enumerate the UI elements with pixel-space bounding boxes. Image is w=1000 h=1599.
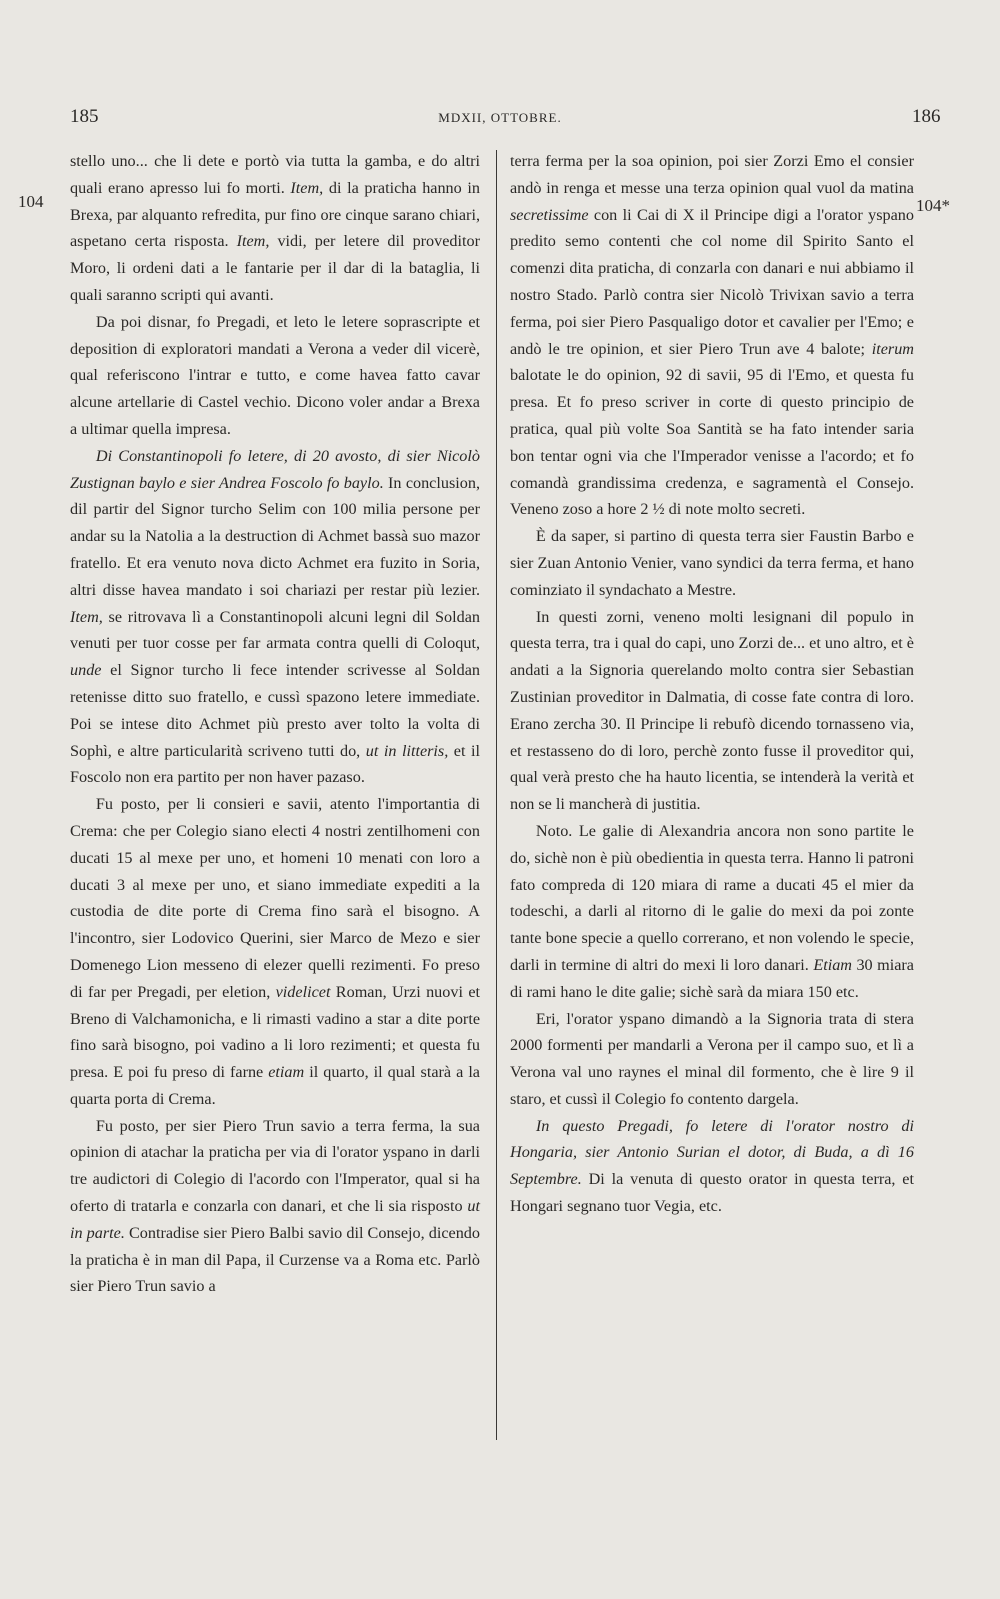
page-number-right: 186 [912,106,941,127]
column-divider [496,150,497,1440]
paragraph: Da poi disnar, fo Pregadi, et leto le letere soprascripte et deposition di exploratori mandati a Verona a veder dil vicerè, qual referiscono l'intrar e tutto, e come havea fatto cavar alcune artellarie di Castel vechio. Dicono voler andar a Brexa a ultimar quella impresa. [70,312,480,438]
page-header [0,106,1000,130]
paragraph: In questo Pregadi, fo letere di l'orator nostro di Hongaria, sier Antonio Surian el dotor, di Buda, a dì 16 Septembre. Di la venuta di questo orator in questa terra, et Hongari segnano tuor Vegia, etc. [510,1116,914,1216]
paragraph: Eri, l'orator yspano dimandò a la Signoria trata di stera 2000 formenti per mandarli a Verona per il campo suo, et lì a Verona val uno raynes el minal dil formento, che è lire 9 il staro, et cussì il Colegio fo contento dargela. [510,1009,914,1108]
paragraph: Fu posto, per li consieri e savii, atento l'importantia di Crema: che per Colegio siano electi 4 nostri zentilhomeni con ducati 15 al mexe per uno, et homeni 10 menati con loro a ducati 3 al mexe per uno, et siano immediate expediti a la custodia de dite porte di Crema fino sarà el bisogno. A l'incontro, sier Lodovico Querini, sier Marco de Mezo e sier Domenego Lion messeno di elezer quelli rezimenti. Fo preso di far per Pregadi, per eletion, videlicet Roman, Urzi nuovi et Breno di Valchamonicha, e li rimasti vadino a star a dite porte fino sarà bisogno, poi vadino a li loro rezimenti; et questa fu presa. E poi fu preso di farne etiam il quarto, il qual starà a la quarta porta di Crema. [70,795,480,1108]
paragraph: Di Constantinopoli fo letere, di 20 avosto, di sier Nicolò Zustignan baylo e sier Andrea Foscolo fo baylo. In conclusion, dil partir del Signor turcho Selim con 100 milia persone per andar su la Natolia a la destruction di Achmet bassà suo mazor fratello. Et era venuto nova dicto Achmet era fuzito in Soria, altri disse havea mandato i soi chariazi per restar più lezier. Item, se ritrovava lì a Constantinopoli alcuni legni dil Soldan venuti per tuor cosse per far armata contra quelli di Coloqut, unde el Signor turcho li fece intender scrivesse al Soldan retenisse ditto suo fratello, e cussì spazono letere immediate. Poi se intese dito Achmet più presto aver tolto la volta di Sophì, e altre particularità scriveno tutti do, ut in litteris, et il Foscolo non era partito per non haver pazaso. [70,446,480,787]
margin-note-right: 104* [916,196,950,215]
running-title: MDXII, OTTOBRE. [438,110,562,125]
margin-note-left: 104 [18,192,44,211]
left-column [70,148,480,1300]
paragraph: terra ferma per la soa opinion, poi sier Zorzi Emo el consier andò in renga et messe una terza opinion qual vuol da matina secretissime con li Cai di X il Principe digi a l'orator yspano predito semo contenti che col nome dil Spirito Santo el comenzi dita praticha, di conzarla con danari e nui abbiamo il nostro Stado. Parlò contra sier Nicolò Trivixan savio a terra ferma, poi sier Piero Pasqualigo dotor et cavalier per l'Emo; e andò le tre opinion, et sier Piero Trun ave 4 balote; iterum balotate le do opinion, 92 di savii, 95 di l'Emo, et questa fu presa. Et fo preso scriver in corte di questo principio de pratica, qual più volte Soa Santità se ha fato intender saria bon tentar ogni via che l'Imperador venisse a l'acordo; et fo comandà grandissima credenza, e sagramentà el Consejo. Veneno zoso a hore 2 ½ di note molto secreti. [510,152,914,519]
paragraph: È da saper, si partino di questa terra sier Faustin Barbo e sier Zuan Antonio Venier, vano syndici da terra ferma, et hano cominziato il syndachato a Mestre. [510,527,914,599]
page-number-left: 185 [70,106,99,127]
paragraph: In questi zorni, veneno molti lesignani dil populo in questa terra, tra i qual do capi, uno Zorzi de... et uno altro, et è andati a la Signoria querelando molto contra sier Sebastian Zustinian proveditor in Dalmatia, di cosse fate contra di loro. Erano zercha 30. Il Principe li rebufò dicendo tornasseno via, et restasseno do di loro, perchè zonto fusse il proveditor qui, qual verà presto che ha hauto licentia, se intenderà la verità et non se li mancherà di justitia. [510,607,914,814]
paragraph: Fu posto, per sier Piero Trun savio a terra ferma, la sua opinion di atachar la praticha per via di l'orator yspano in darli tre audictori di Colegio di l'acordo con l'Imperator, qual si ha oferto di tratarla e conzarla con danari, et che li sia risposto ut in parte. Contradise sier Piero Balbi savio dil Consejo, dicendo la praticha è in man dil Papa, il Curzense va a Roma etc. Parlò sier Piero Trun savio a [70,1116,480,1296]
right-column [510,148,914,1220]
paragraph: Noto. Le galie di Alexandria ancora non sono partite le do, sichè non è più obedientia in questa terra. Hanno li patroni fato compreda di 120 miara di rame a ducati 45 el mier da todeschi, a darli al ritorno di le galie do mexi da poi zonte tante bone specie a quello correrano, et non volendo le specie, darli in termine di altri do mexi li loro danari. Etiam 30 miara di rami hano le dite galie; sichè sarà da miara 150 etc. [510,821,914,1001]
paragraph: stello uno... che li dete e portò via tutta la gamba, e do altri quali erano apresso lui fo morti. Item, di la praticha hanno in Brexa, par alquanto refredita, pur fino ore cinque sarano chiari, aspetano certa risposta. Item, vidi, per letere dil proveditor Moro, li ordeni dati a le fantarie per il dar di la bataglia, li quali saranno scripti qui avanti. [70,152,480,304]
